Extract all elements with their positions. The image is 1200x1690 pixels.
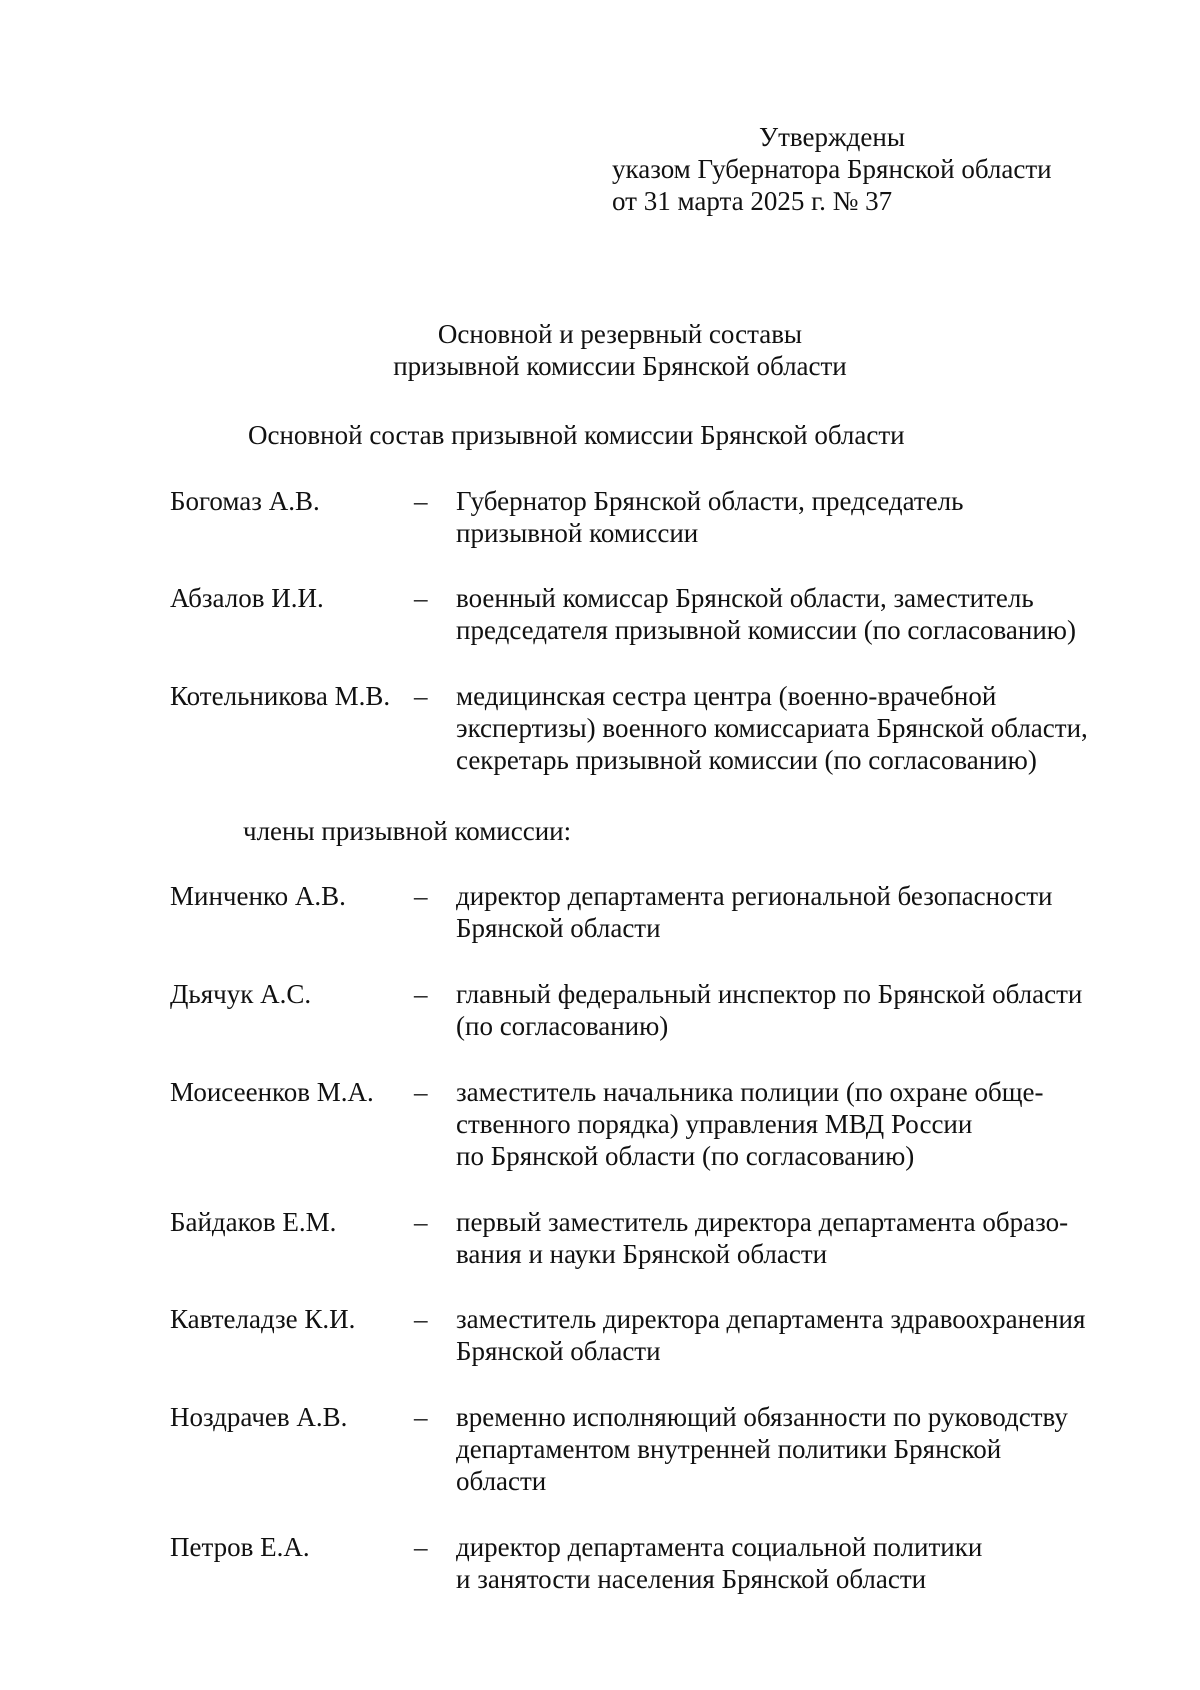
person-position bbox=[456, 485, 1146, 549]
position-line: Брянской области bbox=[456, 1336, 661, 1366]
approval-line-1: Утверждены bbox=[759, 122, 905, 152]
person-position bbox=[456, 680, 1146, 776]
person-name: Петров Е.А. bbox=[170, 1532, 310, 1562]
person-position bbox=[456, 1076, 1146, 1172]
position-line: директор департамента социальной политики bbox=[456, 1532, 983, 1562]
dash-separator: – bbox=[414, 1532, 428, 1562]
position-line: экспертизы) военного комиссариата Брянской области, bbox=[456, 713, 1088, 743]
person-name: Котельникова М.В. bbox=[170, 681, 391, 711]
position-line: (по согласованию) bbox=[456, 1011, 669, 1041]
position-line: военный комиссар Брянской области, заместитель bbox=[456, 583, 1034, 613]
person-name: Байдаков Е.М. bbox=[170, 1207, 337, 1237]
main-composition-heading: Основной состав призывной комиссии Брянской области bbox=[248, 420, 905, 450]
position-line: и занятости населения Брянской области bbox=[456, 1564, 927, 1594]
person-position bbox=[456, 880, 1146, 944]
person-name: Минченко А.В. bbox=[170, 881, 346, 911]
person-position bbox=[456, 1401, 1146, 1497]
title-line-1: Основной и резервный составы bbox=[437, 319, 803, 349]
person-name: Ноздрачев А.В. bbox=[170, 1402, 348, 1432]
person-position bbox=[456, 1531, 1146, 1595]
position-line: первый заместитель директора департамента образо- bbox=[456, 1207, 1069, 1237]
person-position bbox=[456, 978, 1146, 1042]
position-line: департаментом внутренней политики Брянской bbox=[456, 1434, 1002, 1464]
position-line: директор департамента региональной безопасности bbox=[456, 881, 1053, 911]
document-title bbox=[0, 318, 1200, 382]
person-position bbox=[456, 1206, 1146, 1270]
dash-separator: – bbox=[414, 1077, 428, 1107]
position-line: Губернатор Брянской области, председатель bbox=[456, 486, 964, 516]
person-name: Дьячук А.С. bbox=[170, 979, 312, 1009]
position-line: медицинская сестра центра (военно-врачебной bbox=[456, 681, 997, 711]
position-line: вания и науки Брянской области bbox=[456, 1239, 828, 1269]
person-position bbox=[456, 1303, 1146, 1367]
dash-separator: – bbox=[414, 1304, 428, 1334]
position-line: заместитель начальника полиции (по охране обще- bbox=[456, 1077, 1044, 1107]
position-line: Брянской области bbox=[456, 913, 661, 943]
approval-line-3: от 31 марта 2025 г. № 37 bbox=[612, 186, 893, 216]
dash-separator: – bbox=[414, 1207, 428, 1237]
person-name: Богомаз А.В. bbox=[170, 486, 320, 516]
position-line: заместитель директора департамента здравоохранения bbox=[456, 1304, 1086, 1334]
title-line-2: призывной комиссии Брянской области bbox=[393, 351, 847, 381]
dash-separator: – bbox=[414, 979, 428, 1009]
dash-separator: – bbox=[414, 1402, 428, 1432]
person-name: Моисеенков М.А. bbox=[170, 1077, 374, 1107]
dash-separator: – bbox=[414, 583, 428, 613]
position-line: призывной комиссии bbox=[456, 518, 699, 548]
approval-stamp bbox=[612, 121, 1052, 217]
person-name: Абзалов И.И. bbox=[170, 583, 324, 613]
position-line: ственного порядка) управления МВД России bbox=[456, 1109, 973, 1139]
position-line: области bbox=[456, 1466, 547, 1496]
position-line: временно исполняющий обязанности по руководству bbox=[456, 1402, 1068, 1432]
members-heading: члены призывной комиссии: bbox=[243, 816, 572, 846]
dash-separator: – bbox=[414, 486, 428, 516]
position-line: секретарь призывной комиссии (по согласованию) bbox=[456, 745, 1037, 775]
person-position bbox=[456, 582, 1146, 646]
dash-separator: – bbox=[414, 881, 428, 911]
position-line: по Брянской области (по согласованию) bbox=[456, 1141, 915, 1171]
position-line: главный федеральный инспектор по Брянской области bbox=[456, 979, 1083, 1009]
dash-separator: – bbox=[414, 681, 428, 711]
person-name: Кавтеладзе К.И. bbox=[170, 1304, 356, 1334]
approval-line-2: указом Губернатора Брянской области bbox=[612, 154, 1052, 184]
position-line: председателя призывной комиссии (по согласованию) bbox=[456, 615, 1076, 645]
